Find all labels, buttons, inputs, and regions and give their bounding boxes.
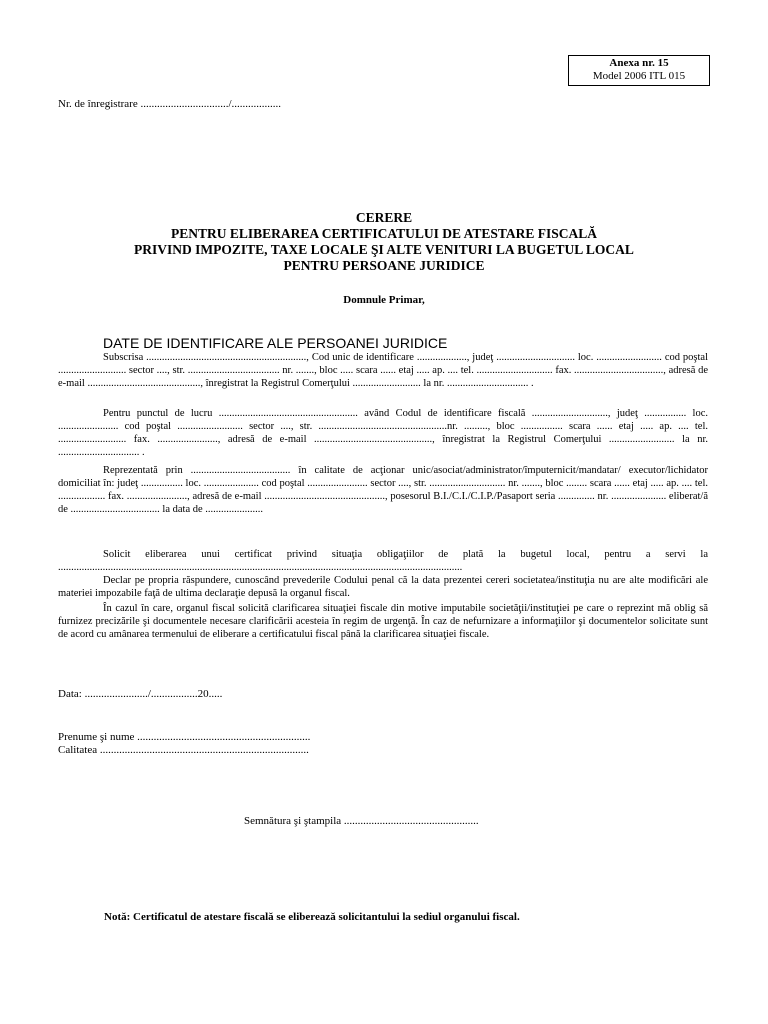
registration-number-line: Nr. de înregistrare ................................/.................. <box>58 98 282 110</box>
paragraph-punct-lucru <box>58 407 708 459</box>
annex-number: Anexa nr. 15 <box>609 57 669 69</box>
name-line: Prenume şi nume ............................................................... <box>58 731 311 743</box>
paragraph-solicit-text: Solicit eliberarea unui certificat privind situaţia obligaţiilor de plată la bugetul local, pentru a servi la .......................................................................................................................................................... <box>58 549 708 573</box>
paragraph-reprezentata <box>58 464 708 516</box>
quality-line: Calitatea ............................................................................ <box>58 744 309 756</box>
title-line-1: CERERE <box>355 210 413 225</box>
paragraph-subscrisa <box>58 351 708 390</box>
paragraph-in-cazul <box>58 602 708 641</box>
paragraph-reprezentata-text: Reprezentată prin ...................................... în calitate de acţionar unic/asociat/administrator/împuternicit/mandatar/ executor/lichidator domiciliat în: judeţ ................ loc. ..................... cod poştal ....................... sector ...., str. ............................. nr. ......., bloc ........ scara ...... etaj ..... ap. .... tel. .................. fax. ......................., adresă de e-mail .............................................., posesorul B.I./C.I./C.I.P./Pasaport seria .............. nr. ..................... eliberat/ă de .................................. la data de ...................... <box>58 465 708 515</box>
paragraph-subscrisa-text: Subscrisa ............................................................., Cod unic de identificare ..................., judeţ .............................. loc. ......................... cod poştal .......................... sector ...., str. ................................... nr. ......., bloc ..... scara ...... etaj ..... ap. .... tel. ............................. fax. .................................., adresă de e-mail ..........................................., înregistrat la Registrul Comerţului .......................... la nr. ............................... . <box>58 352 708 389</box>
title-line-4: PENTRU PERSOANE JURIDICE <box>283 258 485 273</box>
greeting: Domnule Primar, <box>343 294 425 306</box>
section-heading: DATE DE IDENTIFICARE ALE PERSOANEI JURIDICE <box>103 335 448 351</box>
date-line: Data: ......................./.................20..... <box>58 688 223 700</box>
paragraph-solicit <box>58 548 708 574</box>
signature-line: Semnătura şi ştampila ................................................. <box>244 815 479 827</box>
annex-box <box>568 55 710 86</box>
note: Notă: Certificatul de atestare fiscală se eliberează solicitantului la sediul organului fiscal. <box>104 911 520 923</box>
title-line-2: PENTRU ELIBERAREA CERTIFICATULUI DE ATESTARE FISCALĂ <box>171 226 597 241</box>
paragraph-punct-lucru-text: Pentru punctul de lucru ..................................................... având Codul de identificare fiscală ............................., judeţ ................ loc. ....................... cod poştal ......................... sector ...., str. .................................................nr. ........., bloc ................ scara ...... etaj ..... ap. .... tel. .......................... fax. ......................., adresă de e-mail ............................................., înregistrat la Registrul Comerţului ......................... la nr. ............................... . <box>58 408 708 458</box>
paragraph-declar-text: Declar pe propria răspundere, cunoscând prevederile Codului penal că la data prezentei cereri societatea/instituţia nu are alte modificări ale materiei impozabile faţă de ultima declaraţie depusă la organul fiscal. <box>58 575 708 599</box>
title-line-3: PRIVIND IMPOZITE, TAXE LOCALE ŞI ALTE VENITURI LA BUGETUL LOCAL <box>134 242 634 257</box>
annex-model: Model 2006 ITL 015 <box>592 70 686 82</box>
document-title <box>0 210 768 274</box>
paragraph-declar <box>58 574 708 600</box>
paragraph-in-cazul-text: În cazul în care, organul fiscal solicită clarificarea situaţiei fiscale din motive imputabile societăţii/instituţiei pe care o reprezint mă oblig să furnizez precizările şi documentele necesare clarificării acesteia în regim de urgenţă. În caz de nefurnizare a informaţiilor şi documentelor solicitate sunt de acord cu amânarea termenului de eliberare a certificatului fiscal până la clarificarea situaţiei fiscale. <box>58 603 708 640</box>
